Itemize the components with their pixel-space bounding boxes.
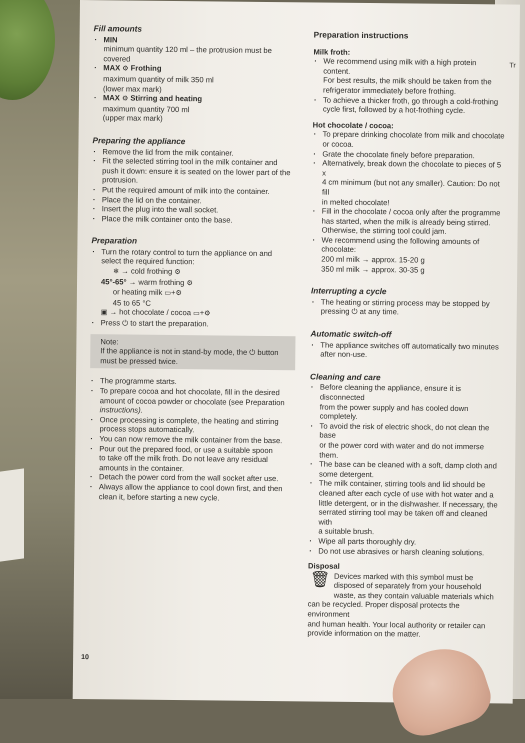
prep-item: · Insert the plug into the wall socket. bbox=[92, 204, 297, 216]
clean-line: cleaned after each cycle of use with hot water and a bbox=[318, 488, 494, 500]
clean-line: · To avoid the risk of electric shock, do not clean the base bbox=[309, 421, 501, 442]
milk-line: · We recommend using milk with a high protein content. bbox=[313, 57, 505, 78]
fill-max2-desc-2: (upper max mark) bbox=[102, 113, 163, 124]
interrupt-line-2: pressing ⏻ at any time. bbox=[320, 306, 399, 317]
step-item: · The programme starts. bbox=[90, 377, 295, 389]
clean-line: · Before cleaning the appliance, ensure it is disconnected bbox=[310, 383, 502, 404]
stirring-icon: ⚙ bbox=[121, 95, 129, 103]
disposal-heading: Disposal bbox=[308, 561, 340, 571]
choc-line: or cocoa. bbox=[322, 139, 354, 149]
milk-heading: Milk froth: bbox=[313, 47, 351, 57]
step-item: · To prepare cocoa and hot chocolate, fill in the desired bbox=[90, 386, 295, 398]
note-box bbox=[90, 334, 295, 371]
stirring-icon: ⚙ bbox=[175, 290, 182, 298]
choc-line: · We recommend using the following amounts of bbox=[311, 235, 503, 247]
milk-line: For best results, the milk should be taken from the bbox=[323, 75, 492, 87]
step-item: · Once processing is complete, the heating and stirring bbox=[90, 415, 295, 427]
crossed-bin-icon: 🗑 bbox=[309, 571, 331, 589]
prep-item: · Place the milk container onto the base. bbox=[92, 214, 297, 226]
note-line-2: must be pressed twice. bbox=[100, 356, 178, 366]
stirring-icon: ⚙ bbox=[204, 310, 211, 318]
step-item: · You can now remove the milk container from the base. bbox=[89, 434, 294, 446]
left-column bbox=[89, 24, 299, 503]
disposal-block bbox=[307, 571, 500, 640]
step-item: clean it, before starting a new cycle. bbox=[98, 491, 220, 503]
chocolate-icon: ▣ bbox=[100, 309, 108, 317]
disposal-line: disposed of separately from your household bbox=[333, 580, 482, 592]
choc-heading: Hot chocolate / cocoa: bbox=[312, 120, 394, 131]
clean-heading: Cleaning and care bbox=[310, 372, 381, 382]
step-item: process stops automatically. bbox=[99, 424, 195, 435]
prep-item: · Fit the selected stirring tool in the milk container and bbox=[92, 156, 297, 168]
choc-line: Otherwise, the stirring tool could jam. bbox=[321, 225, 447, 237]
step-item: · Detach the power cord from the wall socket after use. bbox=[89, 472, 294, 484]
step-item: · Pour out the prepared food, or use a suitable spoon bbox=[89, 444, 294, 456]
auto-heading: Automatic switch-off bbox=[310, 329, 392, 340]
page-number: 10 bbox=[81, 654, 89, 662]
step-item: amounts in the container. bbox=[99, 462, 185, 473]
func-heat-range: 45 to 65 °C bbox=[112, 298, 151, 308]
note-title: Note: bbox=[100, 336, 119, 347]
func-cold-label: → cold frothing bbox=[121, 266, 173, 277]
fill-max1-desc-1: maximum quantity of milk 350 ml bbox=[103, 74, 214, 85]
fill-min-desc-2: covered bbox=[103, 54, 131, 64]
preparation-heading: Preparation bbox=[91, 236, 138, 246]
func-warm-label: → warm frothing bbox=[128, 277, 185, 287]
clean-line: from the power supply and has cooled down completely. bbox=[319, 402, 469, 422]
step-item: instructions). bbox=[99, 405, 143, 415]
press-start: · Press ⏻ to start the preparation. bbox=[91, 318, 296, 330]
fill-max1-name: Frothing bbox=[130, 63, 162, 74]
func-heat-label: or heating milk bbox=[112, 287, 163, 298]
fill-max2-desc-1: maximum quantity 700 ml bbox=[102, 103, 190, 114]
preparation-intro-1: · Turn the rotary control to turn the appliance on and bbox=[91, 247, 296, 259]
disposal-line: can be recycled. Proper disposal protects the environment bbox=[307, 599, 460, 619]
fill-max2-name: Stirring and heating bbox=[130, 93, 203, 104]
milk-line: cycle first, followed by a hot-frothing cycle. bbox=[322, 104, 466, 116]
milk-line: refrigerator immediately before frothing. bbox=[323, 85, 457, 96]
choc-line: chocolate: bbox=[321, 245, 357, 255]
func-warm-temp: 45°-65° bbox=[101, 276, 127, 287]
clean-line: · Do not use abrasives or harsh cleaning solutions. bbox=[308, 546, 500, 558]
clean-line: serrated stirring tool may be taken off and cleaned with bbox=[318, 507, 488, 527]
auto-line-1: · The appliance switches off automatically two minutes bbox=[310, 340, 502, 352]
fill-min-label: · MIN bbox=[94, 35, 299, 47]
right-column bbox=[307, 30, 505, 640]
choc-line: has started, when the milk is already being stirred. bbox=[321, 216, 491, 227]
choc-line: · Alternatively, break down the chocolate to pieces of 5 x bbox=[312, 159, 504, 180]
preparation-intro-2: select the required function: bbox=[101, 256, 195, 267]
choc-line: 4 cm minimum (but not any smaller). Caution: Do not fill bbox=[321, 177, 500, 197]
step-item: amount of cocoa powder or chocolate (see Preparation bbox=[99, 395, 285, 407]
step-item: · Always allow the appliance to cool down first, and then bbox=[89, 482, 294, 494]
frothing-icon: ⚙ bbox=[122, 65, 129, 73]
clean-line: little detergent, or in the dishwasher. If necessary, the bbox=[318, 498, 498, 509]
prep-item: protrusion. bbox=[102, 175, 139, 185]
choc-line: in melted chocolate! bbox=[321, 197, 390, 207]
prep-item: · Place the lid on the container. bbox=[92, 195, 297, 207]
fill-max2 bbox=[93, 93, 298, 106]
clean-line: or the power cord with water and do not immerse them. bbox=[319, 440, 485, 460]
frothing-icon: ⚙ bbox=[186, 279, 193, 287]
clean-line: · The base can be cleaned with a soft, damp cloth and bbox=[309, 460, 501, 472]
clean-line: · The milk container, stirring tools and lid should be bbox=[309, 479, 501, 491]
clean-line: · Wipe all parts thoroughly dry. bbox=[308, 536, 500, 548]
amount-1: 200 ml milk → approx. 15-20 g bbox=[321, 254, 425, 265]
white-label bbox=[0, 468, 24, 561]
disposal-line: and human health. Your local authority or retailer can bbox=[307, 619, 486, 630]
cup-icon: ▭ bbox=[193, 310, 200, 318]
fill-max1-desc-2: (lower max mark) bbox=[103, 83, 162, 94]
fill-min-desc-1: minimum quantity 120 ml – the protrusion must be bbox=[103, 44, 272, 56]
prep-item: push it down: ensure it is seated on the lower part of the bbox=[102, 165, 291, 177]
next-page-edge-text: Tr bbox=[509, 62, 516, 70]
fill-max1-label: MAX bbox=[103, 63, 121, 73]
func-heat: or heating milk ▭+⚙ bbox=[112, 287, 182, 298]
choc-line: · Fill in the chocolate / cocoa only after the programme bbox=[312, 207, 504, 219]
prep-item: · Put the required amount of milk into the container. bbox=[92, 185, 297, 197]
snowflake-icon: ❄ bbox=[113, 268, 120, 276]
func-choc-label: → hot chocolate / cocoa bbox=[109, 307, 192, 318]
clean-line: a suitable brush. bbox=[318, 526, 375, 537]
auto-line-2: after non-use. bbox=[320, 349, 368, 360]
note-line-1: If the appliance is not in stand-by mode, the ⏻ button bbox=[100, 346, 279, 358]
choc-line: · Grate the chocolate finely before preparation. bbox=[312, 149, 504, 161]
right-title: Preparation instructions bbox=[313, 30, 409, 41]
interrupt-line-1: · The heating or stirring process may be stopped by bbox=[311, 297, 503, 309]
disposal-line: Devices marked with this symbol must be bbox=[333, 571, 474, 582]
prep-item: · Remove the lid from the milk container. bbox=[92, 147, 297, 159]
interrupt-heading: Interrupting a cycle bbox=[310, 286, 387, 297]
disposal-line: provide information on the matter. bbox=[307, 628, 421, 639]
amount-2: 350 ml milk → approx. 30-35 g bbox=[321, 264, 425, 275]
fill-max2-label: MAX bbox=[102, 93, 120, 103]
milk-line: · To achieve a thicker froth, go through a cold-frothing bbox=[313, 95, 505, 107]
fill-max1 bbox=[93, 64, 298, 77]
prep-heading: Preparing the appliance bbox=[92, 136, 186, 147]
step-item: to take off the milk froth. Do not leave any residual bbox=[99, 453, 268, 465]
cup-icon: ▭ bbox=[164, 290, 172, 298]
disposal-line: waste, as they contain valuable materials which bbox=[333, 590, 494, 602]
fill-heading: Fill amounts bbox=[93, 24, 142, 34]
clean-line: some detergent. bbox=[319, 469, 374, 479]
manual-page bbox=[73, 0, 520, 704]
func-choc: ▣ → hot chocolate / cocoa ▭+⚙ bbox=[100, 307, 211, 318]
frothing-icon: ⚙ bbox=[174, 269, 181, 277]
choc-line: · To prepare drinking chocolate from milk and chocolate bbox=[313, 130, 505, 142]
